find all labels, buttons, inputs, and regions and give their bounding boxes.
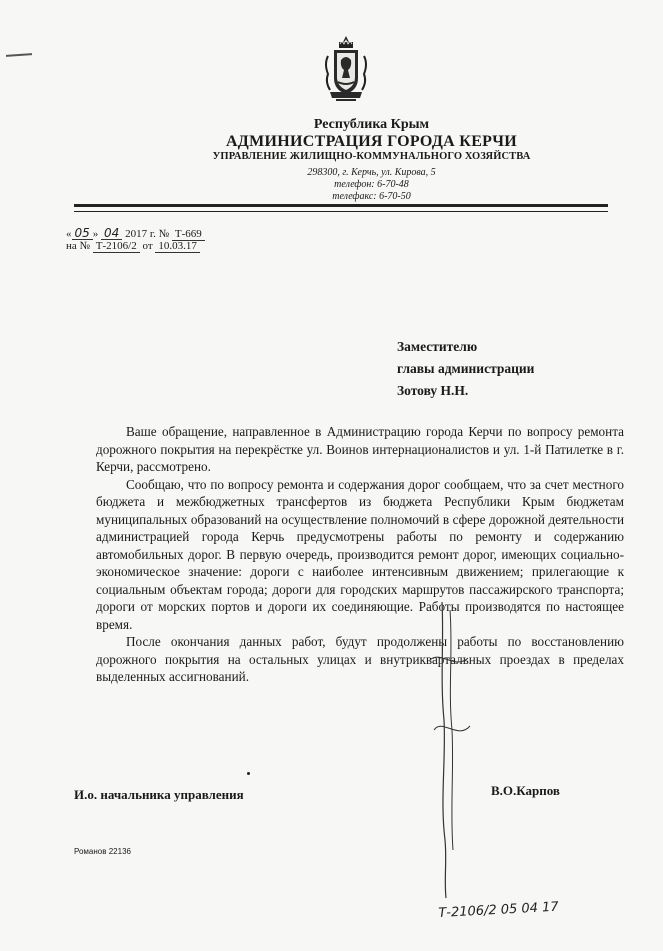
close-quote: » xyxy=(92,228,99,240)
address-line: 298300, г. Керчь, ул. Кирова, 5 xyxy=(307,167,436,178)
body-paragraph-2: Сообщаю, что по вопросу ремонта и содержания дорог сообщаем, что за счет местного бюджета и межбюджетных трансфертов из бюджета Республики Крым бюджетам муниципальных образований на осуществление полномочий в сфере дорожной деятельности администрацией города Керчь предусмотрены работы по ремонту и содержанию автомобильных дорог. В первую очередь, производится ремонт дорог, имеющих социально-экономическое значение: дороги с наиболее интенсивным движением; прилегающие к социальным объектам города; дороги для городских маршрутов пассажирского транспорта; дороги от морских портов и дороги их соединяющие. Работы производятся по настоящее время. xyxy=(96,476,624,632)
handwritten-signature xyxy=(420,600,480,900)
recipient-line-1: Заместителю xyxy=(397,339,478,354)
registration-month: 04 xyxy=(101,227,122,240)
margin-pen-mark xyxy=(6,53,32,57)
body-paragraph-3: После окончания данных работ, будут продолжены работы по восстановлению дорожного покрытия на остальных улицах и внутриквартальных проездах в пределах выделенных ассигнований. xyxy=(96,634,624,684)
body-paragraph-1: Ваше обращение, направленное в Администрацию города Керчи по вопросу ремонта дорожного покрытия на перекрёстке ул. Воинов интернационалистов и ул. 1-й Патилетке в г. Керчи, рассмотрено. xyxy=(96,424,624,474)
phone-line: телефон: 6-70-48 xyxy=(334,179,409,190)
recipient-block xyxy=(397,336,534,402)
republic-title: Республика Крым xyxy=(313,117,430,132)
administration-title: АДМИНИСТРАЦИЯ ГОРОДА КЕРЧИ xyxy=(225,133,518,150)
signatory-position: И.о. начальника управления xyxy=(74,787,244,802)
registration-year-label: 2017 г. № xyxy=(125,228,170,240)
reference-number: Т-2106/2 xyxy=(93,241,140,253)
recipient-line-2: главы администрации xyxy=(397,361,535,376)
author-note: Романов 22136 xyxy=(74,847,131,856)
recipient-line-3: Зотову Н.Н. xyxy=(397,383,469,398)
open-quote: « xyxy=(66,228,72,240)
letter-body xyxy=(96,423,624,686)
signatory-name: В.О.Карпов xyxy=(491,783,560,798)
registration-day: 05 xyxy=(72,227,93,240)
registration-number: Т-669 xyxy=(172,229,205,241)
reference-from-label: от xyxy=(142,240,153,252)
reference-label: на № xyxy=(66,240,91,252)
department-title: УПРАВЛЕНИЕ ЖИЛИЩНО-КОММУНАЛЬНОГО ХОЗЯЙСТВА xyxy=(212,151,531,162)
header-divider xyxy=(74,204,608,212)
coat-of-arms-emblem xyxy=(322,34,370,106)
handwritten-registration-note: Т-2106/2 05 04 17 xyxy=(438,899,560,921)
fax-line: телефакс: 6-70-50 xyxy=(332,191,411,202)
ink-dot xyxy=(247,772,250,775)
outgoing-registration-line xyxy=(66,227,205,241)
reference-date: 10.03.17 xyxy=(155,241,200,253)
reference-registration-line xyxy=(66,241,200,253)
